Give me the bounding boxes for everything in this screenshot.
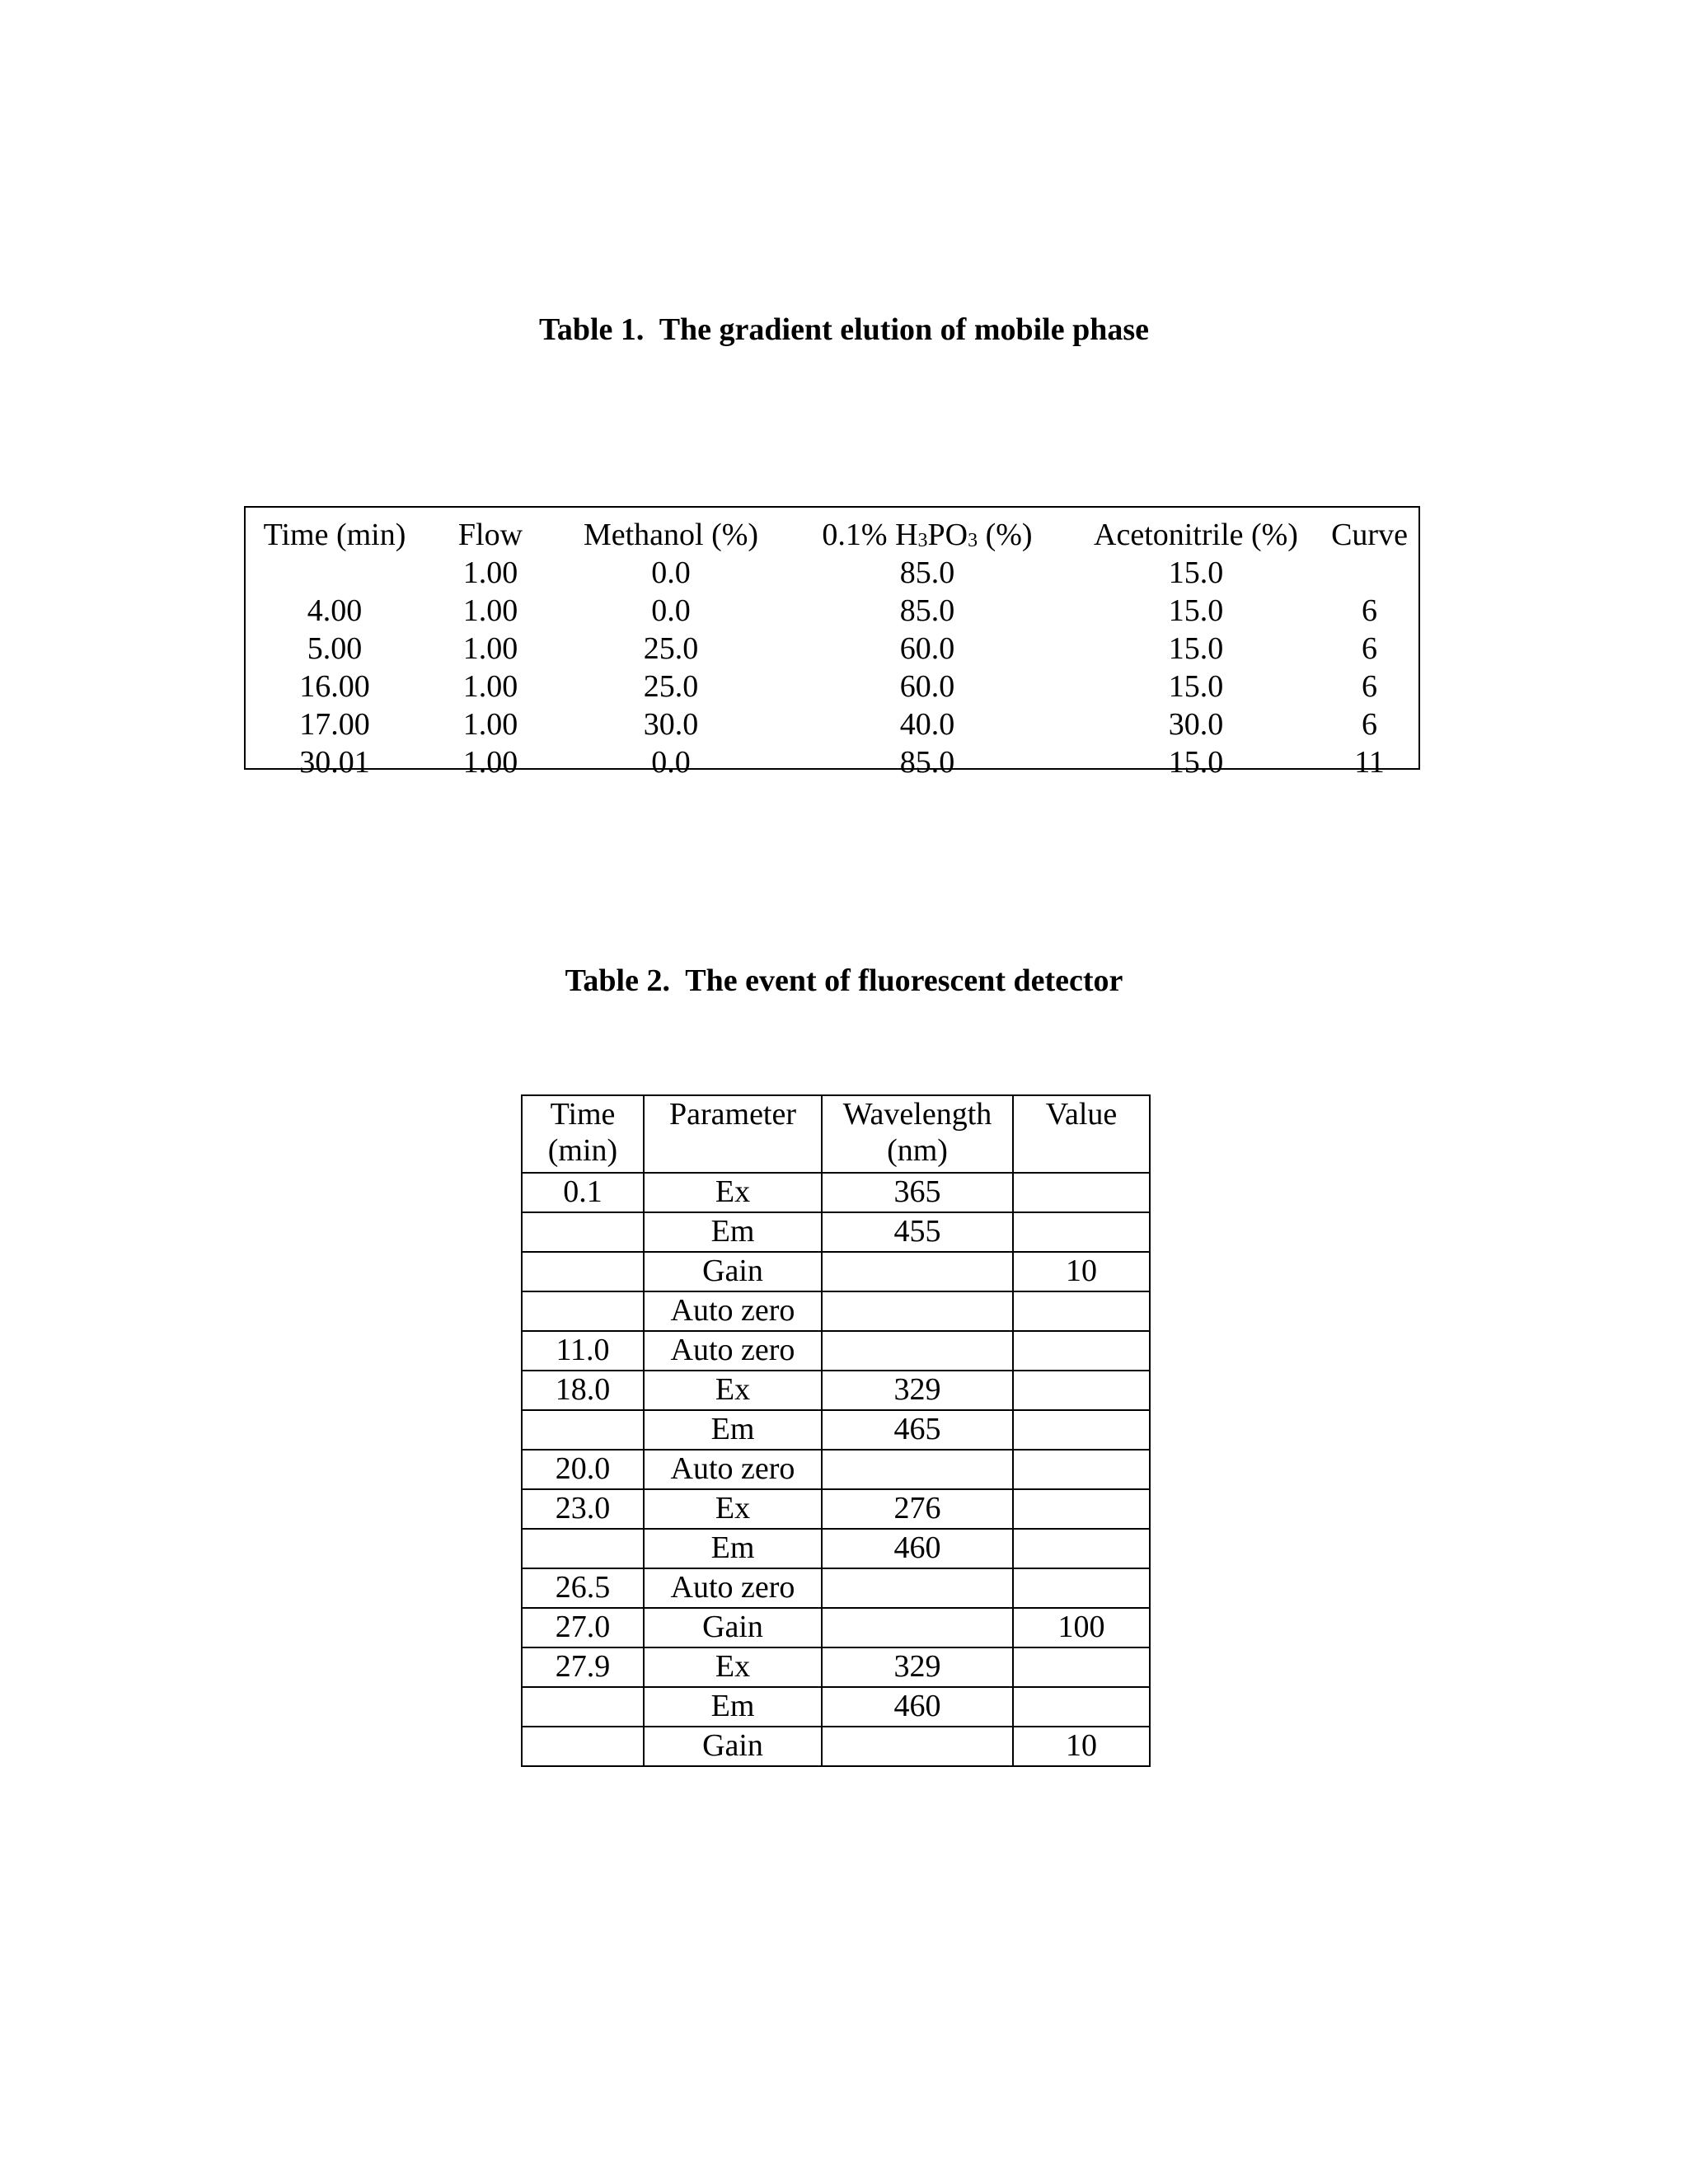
table-row <box>522 1212 1150 1252</box>
cell-parameter: Auto zero <box>644 1291 822 1331</box>
table-row <box>522 1450 1150 1489</box>
table-row <box>522 1687 1150 1727</box>
cell-parameter: Em <box>644 1410 822 1450</box>
cell-wavelength: 329 <box>822 1647 1013 1687</box>
cell-value <box>1013 1371 1150 1410</box>
cell-value <box>1013 1291 1150 1331</box>
table-row <box>522 1608 1150 1647</box>
table2-title: Table 2. The event of fluorescent detector <box>565 963 1123 998</box>
header-time: Time (min) <box>522 1095 644 1173</box>
cell-parameter: Ex <box>644 1647 822 1687</box>
table-row <box>522 1291 1150 1331</box>
cell-time <box>522 1727 644 1766</box>
cell-time: 0.1 <box>522 1173 644 1212</box>
cell-time <box>522 1252 644 1291</box>
cell-wavelength <box>822 1291 1013 1331</box>
cell-time: 4.00 <box>307 593 363 628</box>
cell-value <box>1013 1410 1150 1450</box>
cell-value <box>1013 1529 1150 1568</box>
cell-time <box>522 1410 644 1450</box>
cell-time: 5.00 <box>307 631 363 666</box>
gradient-elution-table <box>244 506 1420 780</box>
cell-acetonitrile: 30.0 <box>1168 707 1224 742</box>
cell-flow: 1.00 <box>462 555 518 590</box>
cell-time: 26.5 <box>522 1568 644 1608</box>
cell-wavelength <box>822 1252 1013 1291</box>
cell-time: 16.00 <box>299 669 370 704</box>
table-row <box>246 592 1418 630</box>
cell-time: 11.0 <box>522 1331 644 1371</box>
header-parameter: Parameter <box>644 1095 822 1173</box>
cell-wavelength: 329 <box>822 1371 1013 1410</box>
cell-acid: 40.0 <box>899 707 955 742</box>
cell-time: 23.0 <box>522 1489 644 1529</box>
cell-methanol: 25.0 <box>643 631 699 666</box>
cell-methanol: 0.0 <box>651 745 691 780</box>
cell-wavelength: 365 <box>822 1173 1013 1212</box>
cell-value: 100 <box>1013 1608 1150 1647</box>
header-value: Value <box>1013 1095 1150 1173</box>
header-wavelength: Wavelength (nm) <box>822 1095 1013 1173</box>
cell-parameter: Ex <box>644 1371 822 1410</box>
table-row <box>522 1568 1150 1608</box>
table-row <box>522 1173 1150 1212</box>
table-row <box>246 668 1418 705</box>
cell-wavelength <box>822 1450 1013 1489</box>
cell-parameter: Em <box>644 1212 822 1252</box>
table-row <box>522 1529 1150 1568</box>
cell-flow: 1.00 <box>462 745 518 780</box>
cell-parameter: Auto zero <box>644 1331 822 1371</box>
cell-parameter: Ex <box>644 1489 822 1529</box>
table-row <box>246 554 1418 592</box>
cell-wavelength: 460 <box>822 1529 1013 1568</box>
cell-time: 27.0 <box>522 1608 644 1647</box>
cell-wavelength: 455 <box>822 1212 1013 1252</box>
table1-title: Table 1. The gradient elution of mobile phase <box>538 312 1150 347</box>
cell-curve: 6 <box>1362 669 1377 704</box>
fluorescent-detector-event-table <box>521 1094 1151 1767</box>
cell-acid: 85.0 <box>899 593 955 628</box>
cell-time <box>522 1687 644 1727</box>
table-row <box>246 630 1418 668</box>
cell-time <box>522 1529 644 1568</box>
cell-value <box>1013 1568 1150 1608</box>
table-row <box>246 705 1418 743</box>
cell-parameter: Gain <box>644 1727 822 1766</box>
cell-parameter: Em <box>644 1687 822 1727</box>
table-row <box>522 1331 1150 1371</box>
table-row <box>522 1252 1150 1291</box>
cell-wavelength: 460 <box>822 1687 1013 1727</box>
cell-methanol: 0.0 <box>651 555 691 590</box>
cell-acetonitrile: 15.0 <box>1168 631 1224 666</box>
header-phosphoric-acid: 0.1% $H_3PO_3$ (%) <box>822 518 1033 552</box>
cell-value <box>1013 1687 1150 1727</box>
cell-time: 17.00 <box>299 707 370 742</box>
cell-curve: 6 <box>1362 707 1377 742</box>
cell-wavelength <box>822 1568 1013 1608</box>
cell-time <box>522 1291 644 1331</box>
table1-header-row <box>246 516 1418 554</box>
cell-time: 30.01 <box>299 745 370 780</box>
table-row <box>522 1410 1150 1450</box>
cell-flow: 1.00 <box>462 631 518 666</box>
table-row <box>246 743 1418 781</box>
cell-value <box>1013 1331 1150 1371</box>
header-time: Time (min) <box>263 518 406 552</box>
cell-acid: 85.0 <box>899 555 955 590</box>
cell-value <box>1013 1489 1150 1529</box>
cell-parameter: Gain <box>644 1252 822 1291</box>
cell-parameter: Auto zero <box>644 1568 822 1608</box>
cell-wavelength <box>822 1608 1013 1647</box>
cell-value <box>1013 1212 1150 1252</box>
cell-value <box>1013 1647 1150 1687</box>
cell-parameter: Ex <box>644 1173 822 1212</box>
cell-methanol: 25.0 <box>643 669 699 704</box>
cell-wavelength <box>822 1331 1013 1371</box>
table2-header-row <box>522 1095 1150 1173</box>
cell-curve: 6 <box>1362 631 1377 666</box>
cell-wavelength <box>822 1727 1013 1766</box>
header-curve: Curve <box>1331 518 1408 552</box>
cell-parameter: Gain <box>644 1608 822 1647</box>
cell-acid: 60.0 <box>899 669 955 704</box>
cell-time: 27.9 <box>522 1647 644 1687</box>
cell-flow: 1.00 <box>462 669 518 704</box>
cell-acid: 85.0 <box>899 745 955 780</box>
cell-methanol: 0.0 <box>651 593 691 628</box>
cell-acetonitrile: 15.0 <box>1168 555 1224 590</box>
cell-value <box>1013 1173 1150 1212</box>
cell-value <box>1013 1450 1150 1489</box>
cell-wavelength: 465 <box>822 1410 1013 1450</box>
table-row <box>522 1371 1150 1410</box>
cell-acetonitrile: 15.0 <box>1168 745 1224 780</box>
cell-flow: 1.00 <box>462 593 518 628</box>
cell-curve: 11 <box>1354 745 1385 780</box>
cell-curve: 6 <box>1362 593 1377 628</box>
cell-time <box>522 1212 644 1252</box>
header-acetonitrile: Acetonitrile (%) <box>1094 518 1298 552</box>
cell-wavelength: 276 <box>822 1489 1013 1529</box>
cell-flow: 1.00 <box>462 707 518 742</box>
cell-acetonitrile: 15.0 <box>1168 669 1224 704</box>
cell-parameter: Auto zero <box>644 1450 822 1489</box>
cell-parameter: Em <box>644 1529 822 1568</box>
header-flow: Flow <box>457 518 523 552</box>
cell-acid: 60.0 <box>899 631 955 666</box>
table-row <box>522 1727 1150 1766</box>
cell-time: 18.0 <box>522 1371 644 1410</box>
cell-value: 10 <box>1013 1727 1150 1766</box>
cell-value: 10 <box>1013 1252 1150 1291</box>
table-row <box>522 1489 1150 1529</box>
table-row <box>522 1647 1150 1687</box>
cell-acetonitrile: 15.0 <box>1168 593 1224 628</box>
header-methanol: Methanol (%) <box>583 518 759 552</box>
cell-time: 20.0 <box>522 1450 644 1489</box>
cell-methanol: 30.0 <box>643 707 699 742</box>
